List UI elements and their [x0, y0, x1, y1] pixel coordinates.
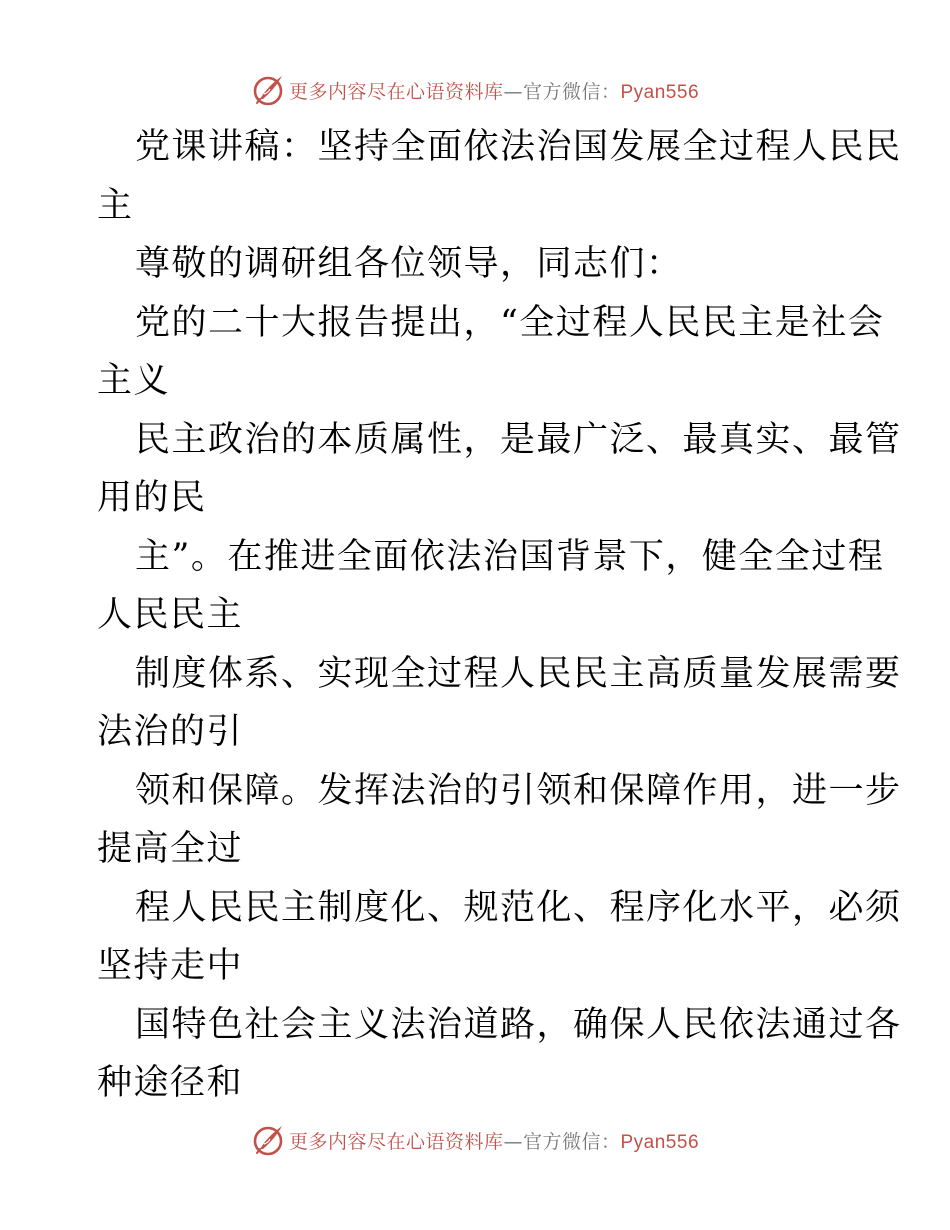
watermark-official-label: 官方微信：	[522, 1130, 621, 1153]
text-line: 制度体系、实现全过程人民民主高质量发展需要	[135, 653, 902, 694]
text-line: 主义	[97, 361, 171, 401]
text-line-salutation: 尊敬的调研组各位领导，同志们：	[135, 244, 683, 284]
text-line: 用的民	[97, 478, 207, 518]
footer-watermark-banner	[0, 1120, 950, 1160]
watermark-text	[289, 77, 699, 104]
watermark-main-text: 更多内容尽在心语资料库	[288, 80, 504, 103]
text-line: 人民民主	[97, 595, 244, 635]
watermark-official-label: 官方微信：	[522, 80, 621, 103]
watermark-account-id: Pyan556	[620, 1131, 700, 1153]
document-body	[97, 118, 902, 1113]
watermark-text	[289, 1127, 699, 1154]
header-watermark-banner	[0, 70, 950, 110]
watermark-main-text: 更多内容尽在心语资料库	[288, 1130, 504, 1153]
text-line: 国特色社会主义法治道路，确保人民依法通过各	[135, 1004, 902, 1045]
watermark-separator: —	[503, 1130, 523, 1153]
text-line: 领和保障。发挥法治的引领和保障作用，进一步	[135, 770, 902, 811]
text-line: 主”。在推进全面依法治国背景下，健全全过程	[135, 536, 885, 577]
quill-pen-logo-icon	[251, 73, 285, 107]
text-line: 种途径和	[97, 1063, 244, 1103]
text-line-title-2: 主	[97, 185, 134, 226]
text-line: 法治的引	[97, 712, 244, 752]
text-line: 程人民民主制度化、规范化、程序化水平，必须	[135, 887, 902, 928]
text-line: 提高全过	[97, 829, 244, 869]
text-line-title-1: 党课讲稿：坚持全面依法治国发展全过程人民民	[135, 127, 902, 167]
watermark-account-id: Pyan556	[620, 81, 700, 103]
watermark-separator: —	[503, 80, 523, 103]
text-line: 党的二十大报告提出，“全过程人民民主是社会	[135, 302, 885, 343]
quill-pen-logo-icon	[251, 1123, 285, 1157]
text-line: 坚持走中	[97, 946, 244, 986]
text-line: 民主政治的本质属性，是最广泛、最真实、最管	[135, 419, 902, 460]
